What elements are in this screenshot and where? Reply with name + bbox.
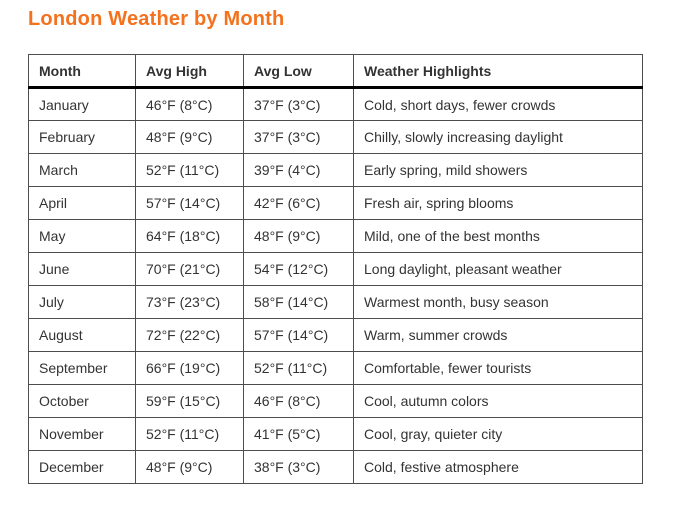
table-row	[29, 220, 643, 253]
cell-month: July	[29, 286, 136, 319]
cell-weather-highlights: Warm, summer crowds	[354, 319, 643, 352]
cell-avg-high: 48°F (9°C)	[136, 451, 244, 484]
cell-weather-highlights: Long daylight, pleasant weather	[354, 253, 643, 286]
cell-month: December	[29, 451, 136, 484]
cell-month: October	[29, 385, 136, 418]
header-row	[29, 55, 643, 88]
cell-weather-highlights: Cold, festive atmosphere	[354, 451, 643, 484]
cell-avg-low: 54°F (12°C)	[244, 253, 354, 286]
cell-weather-highlights: Mild, one of the best months	[354, 220, 643, 253]
cell-avg-low: 41°F (5°C)	[244, 418, 354, 451]
table-row	[29, 187, 643, 220]
table-row	[29, 121, 643, 154]
table-row	[29, 253, 643, 286]
table-row	[29, 319, 643, 352]
cell-weather-highlights: Cool, autumn colors	[354, 385, 643, 418]
cell-avg-low: 39°F (4°C)	[244, 154, 354, 187]
cell-avg-low: 58°F (14°C)	[244, 286, 354, 319]
column-header-month: Month	[29, 55, 136, 88]
cell-avg-high: 46°F (8°C)	[136, 88, 244, 121]
weather-table	[28, 54, 643, 484]
cell-month: April	[29, 187, 136, 220]
cell-avg-low: 48°F (9°C)	[244, 220, 354, 253]
cell-avg-high: 70°F (21°C)	[136, 253, 244, 286]
cell-month: August	[29, 319, 136, 352]
cell-month: January	[29, 88, 136, 121]
column-header-avg-high: Avg High	[136, 55, 244, 88]
cell-weather-highlights: Warmest month, busy season	[354, 286, 643, 319]
table-row	[29, 88, 643, 121]
cell-avg-low: 46°F (8°C)	[244, 385, 354, 418]
cell-month: November	[29, 418, 136, 451]
table-row	[29, 286, 643, 319]
cell-weather-highlights: Early spring, mild showers	[354, 154, 643, 187]
cell-weather-highlights: Cool, gray, quieter city	[354, 418, 643, 451]
table-row	[29, 154, 643, 187]
cell-avg-high: 72°F (22°C)	[136, 319, 244, 352]
column-header-avg-low: Avg Low	[244, 55, 354, 88]
cell-avg-low: 37°F (3°C)	[244, 121, 354, 154]
cell-avg-high: 52°F (11°C)	[136, 154, 244, 187]
table-row	[29, 418, 643, 451]
cell-weather-highlights: Cold, short days, fewer crowds	[354, 88, 643, 121]
cell-avg-high: 73°F (23°C)	[136, 286, 244, 319]
table-row	[29, 385, 643, 418]
cell-month: May	[29, 220, 136, 253]
cell-month: June	[29, 253, 136, 286]
cell-avg-high: 66°F (19°C)	[136, 352, 244, 385]
cell-month: March	[29, 154, 136, 187]
cell-avg-low: 52°F (11°C)	[244, 352, 354, 385]
cell-avg-high: 57°F (14°C)	[136, 187, 244, 220]
cell-weather-highlights: Fresh air, spring blooms	[354, 187, 643, 220]
cell-month: September	[29, 352, 136, 385]
cell-avg-low: 37°F (3°C)	[244, 88, 354, 121]
cell-avg-high: 48°F (9°C)	[136, 121, 244, 154]
table-row	[29, 451, 643, 484]
cell-month: February	[29, 121, 136, 154]
cell-avg-high: 64°F (18°C)	[136, 220, 244, 253]
cell-avg-low: 38°F (3°C)	[244, 451, 354, 484]
table-row	[29, 352, 643, 385]
cell-avg-low: 42°F (6°C)	[244, 187, 354, 220]
page-title: London Weather by Month	[28, 8, 285, 30]
cell-avg-high: 59°F (15°C)	[136, 385, 244, 418]
cell-weather-highlights: Comfortable, fewer tourists	[354, 352, 643, 385]
cell-weather-highlights: Chilly, slowly increasing daylight	[354, 121, 643, 154]
cell-avg-high: 52°F (11°C)	[136, 418, 244, 451]
cell-avg-low: 57°F (14°C)	[244, 319, 354, 352]
column-header-weather-highlights: Weather Highlights	[354, 55, 643, 88]
